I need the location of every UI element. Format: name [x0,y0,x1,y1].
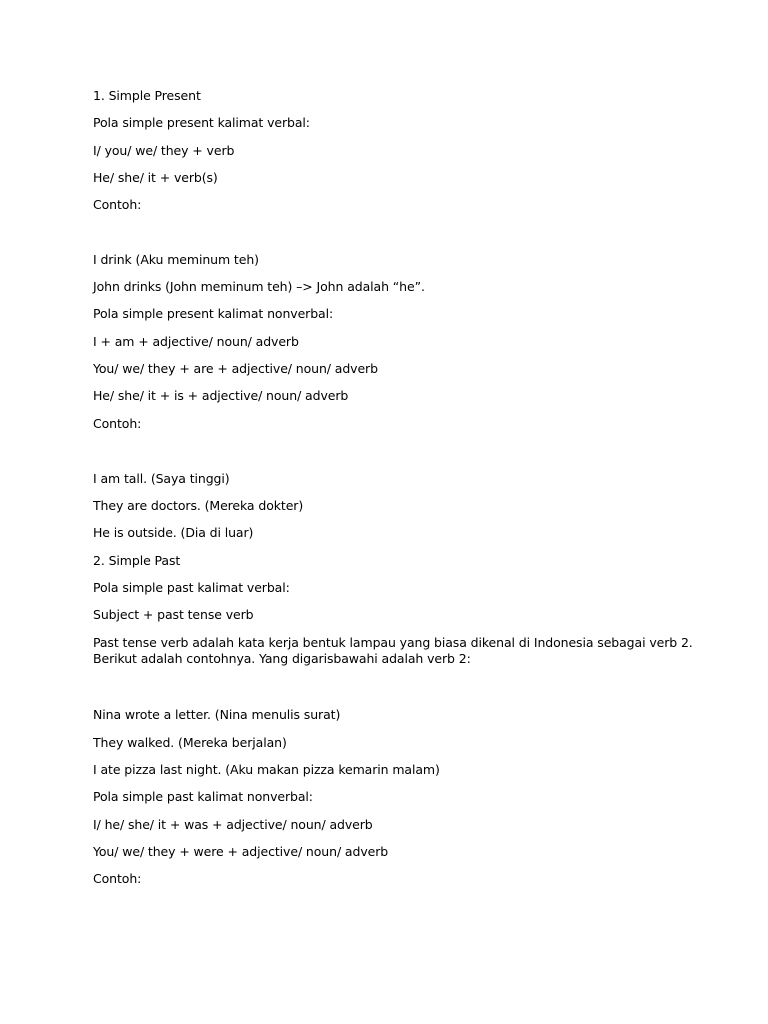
text-line: Past tense verb adalah kata kerja bentuk lampau yang biasa dikenal di Indonesia sebagai verb 2. [93,635,693,650]
text-line: He/ she/ it + is + adjective/ noun/ adverb [93,388,349,403]
text-line: He/ she/ it + verb(s) [93,170,218,185]
text-line: Subject + past tense verb [93,607,254,622]
text-line: Pola simple past kalimat verbal: [93,580,290,595]
text-line: I drink (Aku meminum teh) [93,252,259,267]
text-line: John drinks (John meminum teh) –> John adalah “he”. [93,279,425,294]
text-line: Contoh: [93,871,142,886]
text-line: I/ he/ she/ it + was + adjective/ noun/ adverb [93,817,373,832]
heading-simple-past: 2. Simple Past [93,553,181,568]
text-line: I/ you/ we/ they + verb [93,143,235,158]
text-line: You/ we/ they + are + adjective/ noun/ adverb [93,361,378,376]
text-line: Pola simple past kalimat nonverbal: [93,789,313,804]
text-line: They are doctors. (Mereka dokter) [93,498,304,513]
text-line: They walked. (Mereka berjalan) [93,735,287,750]
text-line: Pola simple present kalimat nonverbal: [93,306,334,321]
text-line: Pola simple present kalimat verbal: [93,115,310,130]
text-line: Contoh: [93,197,142,212]
text-line: I + am + adjective/ noun/ adverb [93,334,299,349]
text-line: I ate pizza last night. (Aku makan pizza kemarin malam) [93,762,440,777]
text-line: Berikut adalah contohnya. Yang digarisbawahi adalah verb 2: [93,651,471,666]
text-line: Nina wrote a letter. (Nina menulis surat) [93,707,341,722]
text-line: He is outside. (Dia di luar) [93,525,254,540]
text-line: Contoh: [93,416,142,431]
text-line: You/ we/ they + were + adjective/ noun/ adverb [93,844,389,859]
text-line: I am tall. (Saya tinggi) [93,471,230,486]
heading-simple-present: 1. Simple Present [93,88,201,103]
